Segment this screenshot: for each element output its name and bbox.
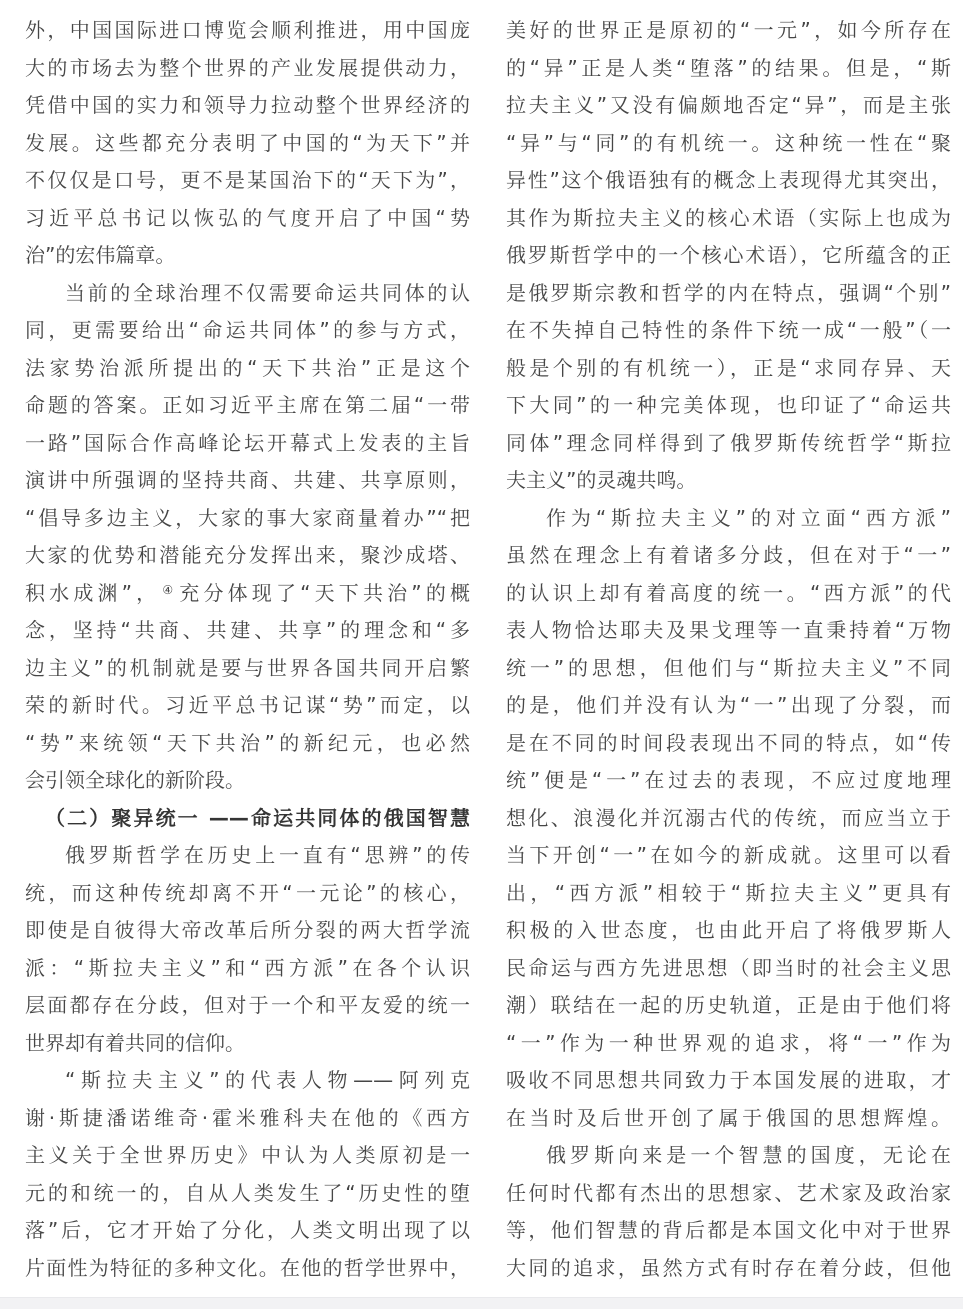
- text-line: 同，更需要给出“命运共同体”的参与方式，: [25, 318, 470, 342]
- text-line: “倡导多边主义，大家的事大家商量着办”“把: [25, 505, 470, 530]
- text-column-left: [25, 12, 470, 1287]
- page-bottom-edge: [0, 1297, 963, 1309]
- text-line: “势”来统领“天下共治”的新纪元，也必然: [25, 730, 470, 755]
- text-line: 荣的新时代。习近平总书记谋“势”而定，以: [25, 693, 470, 717]
- text-line: 俄罗斯哲学在历史上一直有“思辨”的传: [65, 843, 470, 867]
- text-line: 在当时及后世开创了属于俄国的思想辉煌。: [506, 1105, 951, 1130]
- text-line: 不仅仅是口号，更不是某国治下的“天下为”，: [25, 168, 470, 192]
- text-line: 片面性为特征的多种文化。在他的哲学世界中，: [25, 1255, 470, 1280]
- text-line: 俄罗斯向来是一个智慧的国度，无论在: [546, 1143, 951, 1167]
- text-line: 积水成渊”， ④ 充分体现了“天下共治”的概: [25, 580, 470, 605]
- text-column-right: [506, 12, 951, 1287]
- text-line: 治”的宏伟篇章。: [25, 243, 176, 267]
- text-line: 美好的世界正是原初的“一元”，如今所存在: [506, 18, 951, 42]
- text-line: 民命运与西方先进思想（即当时的社会主义思: [506, 955, 951, 980]
- text-line: 表人物恰达耶夫及果戈理等一直秉持着“万物: [506, 618, 951, 642]
- text-line: 虽然在理念上有着诸多分歧，但在对于“一”: [506, 543, 951, 567]
- text-line: 拉夫主义”又没有偏颇地否定“异”，而是主张: [506, 93, 951, 117]
- text-line: “斯拉夫主义”的代表人物——阿列克: [65, 1068, 470, 1092]
- text-line: 边主义”的机制就是要与世界各国共同开启繁: [25, 655, 470, 680]
- text-line: 下大同”的一种完美体现，也印证了“命运共: [506, 393, 951, 417]
- text-line: “异”与“同”的有机统一。这种统一性在“聚: [506, 130, 951, 155]
- text-line: 是在不同的时间段表现出不同的特点，如“传: [506, 730, 951, 755]
- text-line: 夫主义”的灵魂共鸣。: [506, 468, 697, 492]
- text-line: 即使是自彼得大帝改革后所分裂的两大哲学流: [25, 918, 470, 942]
- text-line: 主义关于全世界历史》中认为人类原初是一: [25, 1143, 470, 1167]
- text-line: 世界却有着共同的信仰。: [25, 1030, 245, 1055]
- text-line: 演讲中所强调的坚持共商、共建、共享原则，: [25, 468, 470, 492]
- text-line: 当下开创“一”在如今的新成就。这里可以看: [506, 843, 951, 867]
- text-line: 落”后，它才开始了分化，人类文明出现了以: [25, 1218, 470, 1242]
- text-line: 其作为斯拉夫主义的核心术语（实际上也成为: [506, 205, 951, 230]
- text-line: 发展。这些都充分表明了中国的“为天下”并: [25, 130, 470, 155]
- text-line: 般是个别的有机统一），正是“求同存异、天: [506, 355, 951, 380]
- text-line: 元的和统一的，自从人类发生了“历史性的堕: [25, 1180, 470, 1205]
- text-line: 统，而这种传统却离不开“一元论”的核心，: [25, 880, 470, 905]
- text-line: 外，中国国际进口博览会顺利推进，用中国庞: [25, 18, 470, 42]
- text-line: 任何时代都有杰出的思想家、艺术家及政治家: [506, 1180, 951, 1205]
- text-line: 念，坚持“共商、共建、共享”的理念和“多: [25, 618, 470, 642]
- text-line: “一”作为一种世界观的追求，将“一”作为: [506, 1030, 951, 1055]
- text-line: 的认识上却有着高度的统一。“西方派”的代: [506, 580, 951, 605]
- text-line: 等，他们智慧的背后都是本国文化中对于世界: [506, 1218, 951, 1242]
- text-line: 潮）联结在一起的历史轨道，正是由于他们将: [506, 993, 951, 1017]
- text-line: 层面都存在分歧，但对于一个和平友爱的统一: [25, 993, 470, 1017]
- text-line: 异性”这个俄语独有的概念上表现得尤其突出，: [506, 168, 951, 192]
- text-line: 统”便是“一”在过去的表现，不应过度地理: [506, 768, 951, 792]
- text-line: 习近平总书记以恢弘的气度开启了中国“势: [25, 205, 470, 230]
- text-line: 一路”国际合作高峰论坛开幕式上发表的主旨: [25, 430, 470, 455]
- text-line: 大的市场去为整个世界的产业发展提供动力，: [25, 55, 470, 80]
- footnote-marker: ④: [162, 582, 178, 597]
- text-line: 当前的全球治理不仅需要命运共同体的认: [65, 280, 470, 305]
- text-line: 谢·斯捷潘诺维奇·霍米雅科夫在他的《西方: [25, 1105, 470, 1130]
- text-line: 作为“斯拉夫主义”的对立面“西方派”: [546, 505, 951, 530]
- text-line: 凭借中国的实力和领导力拉动整个世界经济的: [25, 93, 470, 117]
- text-line: 大家的优势和潜能充分发挥出来，聚沙成塔、: [25, 543, 470, 567]
- text-line: 同体”理念同样得到了俄罗斯传统哲学“斯拉: [506, 430, 951, 455]
- text-line: 会引领全球化的新阶段。: [25, 768, 245, 792]
- text-line: 积极的入世态度，也由此开启了将俄罗斯人: [506, 918, 951, 942]
- text-line: 出，“西方派”相较于“斯拉夫主义”更具有: [506, 880, 951, 905]
- text-line: 派：“斯拉夫主义”和“西方派”在各个认识: [25, 955, 470, 980]
- text-line: 法家势治派所提出的“天下共治”正是这个: [25, 355, 470, 380]
- text-line: 大同的追求，虽然方式有时存在着分歧，但他: [506, 1255, 951, 1280]
- text-line: 在不失掉自己特性的条件下统一成“一般”（一: [506, 318, 951, 342]
- text-line: 的“异”正是人类“堕落”的结果。但是，“斯: [506, 55, 951, 80]
- text-line: 想化、浪漫化并沉溺古代的传统，而应当立于: [506, 805, 951, 830]
- section-heading: （二）聚异统一 ——命运共同体的俄国智慧: [45, 805, 470, 830]
- text-line: 俄罗斯哲学中的一个核心术语），它所蕴含的正: [506, 243, 951, 267]
- text-line: 命题的答案。正如习近平主席在第二届“一带: [25, 393, 470, 417]
- text-line: 吸收不同思想共同致力于本国发展的进取，才: [506, 1068, 951, 1092]
- text-line: 是俄罗斯宗教和哲学的内在特点，强调“个别”: [506, 280, 951, 305]
- text-line: 的是，他们并没有认为“一”出现了分裂，而: [506, 693, 951, 717]
- text-line: 统一”的思想，但他们与“斯拉夫主义”不同: [506, 655, 951, 680]
